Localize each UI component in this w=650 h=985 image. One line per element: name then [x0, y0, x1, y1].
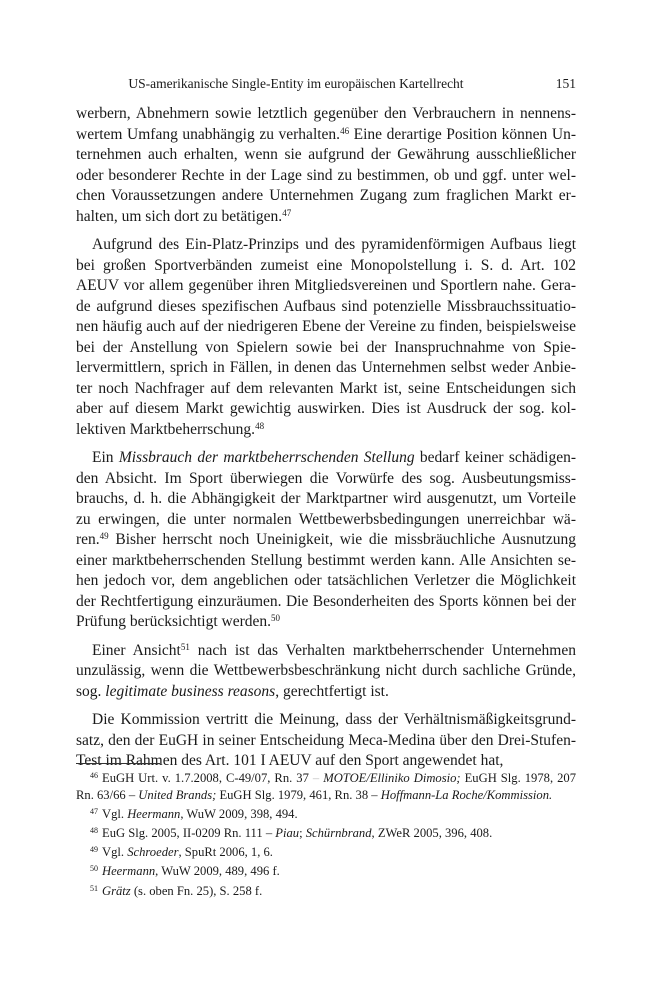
paragraph-text: , gerechtfertigt ist.	[275, 682, 389, 700]
paragraph-text: Bisher herrscht noch Uneinigkeit, wie die missbräuchliche Ausnutzung einer marktbeherrschenden Stellung bestimmt werden kann. Alle Ansichten sehen jedoch vor, dem angeblichen oder tatsächlichen Verletzer die Möglichkeit der Rechtfertigung einzuräumen. Die Besonderheiten des Sports können bei der Prüfung berücksichtigt werden.	[76, 531, 576, 630]
paragraph	[76, 448, 576, 633]
paragraph-text: nach ist das Verhalten marktbeherrschender Unternehmen unzulässig, wenn die Wettbewerbsbeschränkung nicht durch sachliche Gründe, sog.	[76, 641, 576, 700]
footnote-text: ;	[299, 825, 306, 840]
footnote	[76, 806, 576, 823]
body-text	[76, 104, 576, 780]
footnote-reference: 47	[282, 207, 292, 218]
running-title: US-amerikanische Single-Entity im europäischen Kartellrecht	[128, 76, 464, 91]
footnote-reference: 50	[271, 613, 280, 623]
footnote	[76, 825, 576, 842]
paragraph-text: Die Kommission vertritt die Meinung, dass der Verhältnismäßigkeitsgrundsatz, den der EuGH in seiner Entscheidung Meca-Medina über den Drei-Stufen-Test im Rahmen des Art. 101 I AEUV auf den Sport angewendet hat,	[76, 711, 576, 769]
footnote	[76, 863, 576, 880]
footnote	[76, 770, 576, 803]
emphasis-text: Schroeder	[127, 845, 179, 860]
paragraph-text: Einer Ansicht	[92, 641, 181, 659]
paragraph	[76, 641, 576, 703]
paragraph-text: bedarf keiner schädigenden Absicht. Im Sport überwiegen die Vorwürfe des sog. Ausbeutungsmissbrauchs, d. h. die Abhängigkeit der Marktpartner wird ausgenutzt, um Vorteile zu erwingen, die unter normalen Wettbewerbsbedingungen unerreichbar wären.	[76, 449, 576, 548]
emphasis-text: Schürnbrand	[305, 825, 372, 840]
footnote-reference: 51	[180, 641, 190, 652]
footnote-text: , ZWeR 2005, 396, 408.	[371, 825, 493, 840]
footnote-reference: 49	[99, 531, 109, 541]
footnote-number: 48	[90, 825, 98, 835]
emphasis-text: United Brands;	[138, 787, 217, 802]
paragraph-text: werbern, Abnehmern sowie letztlich gegenüber den Verbrauchern in nennenswertem Umfang unabhängig zu verhalten.	[76, 105, 576, 143]
footnotes	[76, 770, 576, 902]
footnote-reference: 46	[340, 125, 350, 136]
paragraph	[76, 104, 576, 227]
emphasis-text: MOTOE/Elliniko Dimosio;	[323, 771, 461, 785]
footnote-separator	[76, 763, 160, 764]
footnote-text: EuG Slg. 2005, II-0209 Rn. 111 –	[102, 825, 276, 840]
footnote	[76, 844, 576, 861]
footnote-text: Vgl.	[102, 845, 128, 860]
emphasis-text: Grätz	[102, 883, 131, 898]
paragraph-text: Ein	[92, 449, 119, 466]
emphasis-text: legitimate business reasons	[105, 682, 276, 700]
footnote-text: , SpuRt 2006, 1, 6.	[178, 845, 273, 860]
footnote-text: , WuW 2009, 489, 496 f.	[155, 864, 280, 879]
paragraph-text: Aufgrund des Ein-Platz-Prinzips und des pyramidenförmigen Aufbaus liegt bei großen Sportverbänden zumeist eine Monopolstellung i. S. d. Art. 102 AEUV vor allem gegenüber ihren Mitgliedsvereinen und Sportlern nahe. Gerade aufgrund dieses spezifischen Aufbaus sind potenzielle Missbrauchssituationen häufig auch auf der niedrigeren Ebene der Vereine zu finden, beispielsweise bei der Anstellung von Spielern sowie bei der Inanspruchnahme von Spielervermittlern, sprich in Fällen, in denen das Unternehmen selbst weder Anbieter noch Nachfrager auf dem relevanten Markt ist, seine Entscheidungen sich aber auf diesem Markt gewichtig auswirken. Dies ist Ausdruck der sog. kollektiven Marktbeherrschung.	[76, 236, 576, 438]
footnote-text: (s. oben Fn. 25), S. 258 f.	[130, 883, 263, 898]
footnote-text: Vgl.	[102, 806, 128, 821]
footnote-reference: 48	[255, 420, 265, 431]
footnote	[76, 883, 576, 900]
paragraph-text: Eine derartige Position können Unternehmen auch erhalten, wenn sie aufgrund der Gewährung ausschließlicher oder besonderer Rechte in der Lage sind zu bestimmen, ob und ggf. unter welchen Voraussetzungen andere Unternehmen Zugang zum fraglichen Markt erhalten, um sich dort zu betätigen.	[76, 125, 576, 225]
paragraph	[76, 235, 576, 440]
footnote-text: , WuW 2009, 398, 494.	[180, 806, 298, 821]
emphasis-text: Piau	[275, 825, 300, 840]
footnote-number: 51	[90, 883, 98, 893]
footnote-number: 46	[90, 771, 98, 780]
footnote-text: EuGH Slg. 1978, 207 Rn. 63/66 –	[76, 771, 576, 802]
footnote-text: EuGH Urt. v. 1.7.2008, C-49/07, Rn. 37	[102, 771, 313, 785]
emphasis-text: Missbrauch der marktbeherrschenden Stellung	[118, 449, 415, 466]
footnote-text: –	[312, 771, 320, 785]
emphasis-text: Heermann	[102, 864, 156, 879]
footnote-text: EuGH Slg. 1979, 461, Rn. 38 –	[216, 787, 381, 802]
page-number: 151	[555, 76, 576, 91]
footnote-number: 50	[90, 864, 98, 874]
emphasis-text: Hoffmann-La Roche/Kommission.	[380, 787, 553, 802]
emphasis-text: Heermann	[127, 806, 181, 821]
footnote-number: 49	[90, 845, 98, 855]
footnote-number: 47	[90, 806, 98, 816]
